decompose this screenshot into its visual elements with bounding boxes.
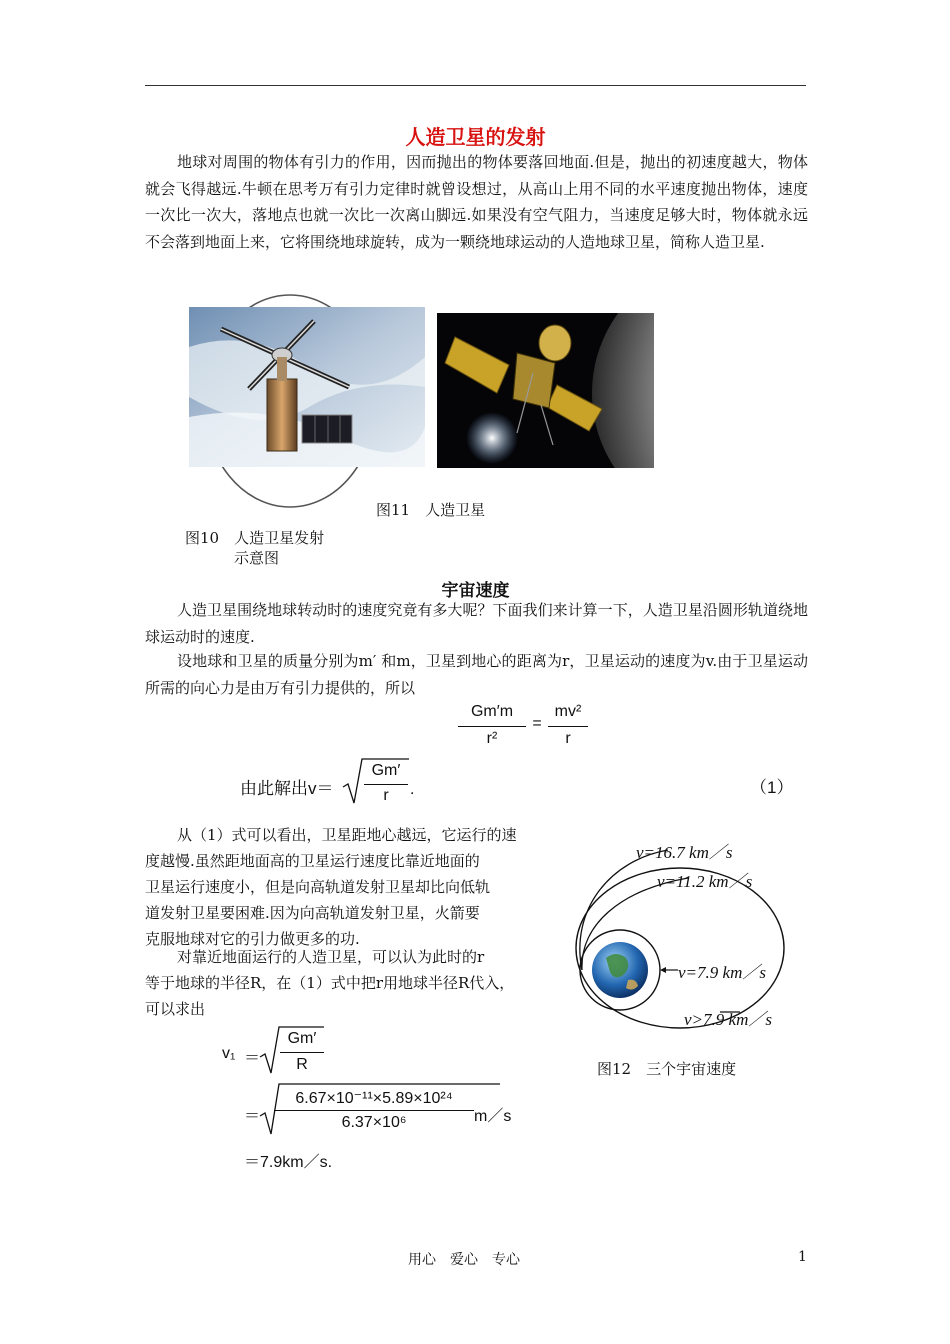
page-number: 1 [798, 1249, 807, 1265]
equation-1 [240, 757, 800, 809]
eq2-line2-numerator: 6.67×10⁻¹¹×5.89×10²⁴ [295, 1090, 453, 1107]
paragraph-3-line: 度越慢.虽然距地面高的卫星运行速度比靠近地面的 [145, 852, 480, 870]
paragraph-3-line: 从（1）式可以看出，卫星距地心越远，它运行的速 [177, 826, 517, 844]
eq2-line1-numerator: Gm′ [287, 1030, 317, 1047]
header-rule [145, 85, 806, 86]
fig10-satellite-photo [189, 307, 425, 467]
footer-motto: 用心 爱心 专心 [408, 1252, 520, 1268]
eq2-equals-1: ＝ [244, 1050, 261, 1067]
velocity-label-7-9: v=7.9 km／s [678, 963, 766, 982]
eq1-denominator: r [383, 787, 389, 804]
eq1-bar [364, 784, 408, 785]
eq-lhs-bar [458, 726, 526, 727]
page-title: 人造卫星的发射 [405, 125, 546, 149]
eq-rhs-numerator: mv² [554, 703, 582, 720]
fig11-satellite-render [437, 313, 654, 468]
intro-paragraph: 地球对周围的物体有引力的作用，因而抛出的物体要落回地面.但是，抛出的初速度越大，物体就会飞得越远.牛顿在思考万有引力定律时就曾设想过，从高山上用不同的水平速度抛出物体，速度一次比一次大，落地点也就一次比一次离山脚远.如果没有空气阻力，当速度足够大时，物体就永远不会落到地面上来，它将围绕地球旋转，成为一颗绕地球运动的人造地球卫星，简称人造卫星. [145, 153, 808, 251]
velocity-label-11-2: v=11.2 km／s [657, 872, 753, 891]
fig10-caption-line1: 图10 人造卫星发射 [185, 529, 325, 547]
section-title: 宇宙速度 [441, 581, 510, 601]
eq2-line2-denominator: 6.37×10⁶ [341, 1114, 407, 1131]
paragraph-2: 设地球和卫星的质量分别为m′ 和m，卫星到地心的距离为r，卫星运动的速度为v.由于卫星运动所需的向心力是由万有引力提供的，所以 [145, 652, 808, 697]
paragraph-3 [145, 822, 555, 952]
eq2-line1-bar [280, 1052, 324, 1053]
paragraph-4-line: 等于地球的半径R，在（1）式中把r用地球半径R代入， [145, 974, 515, 992]
eq-rhs-bar [548, 726, 588, 727]
paragraph-4-line: 对靠近地面运行的人造卫星，可以认为此时的r [177, 948, 485, 966]
equation-2 [222, 1025, 532, 1175]
eq2-line3: ＝7.9km／s. [244, 1154, 333, 1171]
eq-equals: = [532, 715, 542, 732]
paragraph-4 [145, 944, 565, 1022]
eq2-line1-denominator: R [296, 1056, 308, 1073]
eq1-number: （1） [750, 778, 794, 797]
eq2-line2-unit: m／s [474, 1108, 512, 1125]
eq2-lhs: v₁ [222, 1045, 236, 1062]
fig12-caption: 图12 三个宇宙速度 [597, 1060, 737, 1078]
eq1-numerator: Gm′ [371, 762, 401, 779]
eq-lhs-denominator: r² [486, 730, 498, 747]
eq2-equals-2: ＝ [244, 1108, 261, 1125]
velocity-label-gt-7-9: v>7.9 km／s [684, 1010, 772, 1029]
paragraph-3-line: 卫星运行速度小，但是向高轨道发射卫星却比向低轨 [145, 878, 491, 896]
fig11-caption: 图11 人造卫星 [376, 501, 486, 519]
eq2-line2-bar [274, 1110, 474, 1111]
eq-lhs-numerator: Gm′m [470, 703, 514, 720]
paragraph-4-line: 可以求出 [145, 1000, 206, 1018]
paragraph-1: 人造卫星围绕地球转动时的速度究竟有多大呢？下面我们来计算一下，人造卫星沿圆形轨道绕地球运动时的速度. [145, 601, 808, 646]
eq1-prefix: 由此解出v＝ [240, 779, 334, 798]
eq-rhs-denominator: r [565, 730, 571, 747]
velocity-label-16-7: v=16.7 km／s [636, 843, 733, 862]
fig10-caption-line2: 示意图 [234, 549, 280, 567]
eq1-suffix: . [410, 781, 415, 798]
paragraph-3-line: 克服地球对它的引力做更多的功. [145, 930, 360, 948]
equation-force-balance [458, 703, 593, 753]
paragraph-3-line: 道发射卫星要困难.因为向高轨道发射卫星，火箭要 [145, 904, 480, 922]
